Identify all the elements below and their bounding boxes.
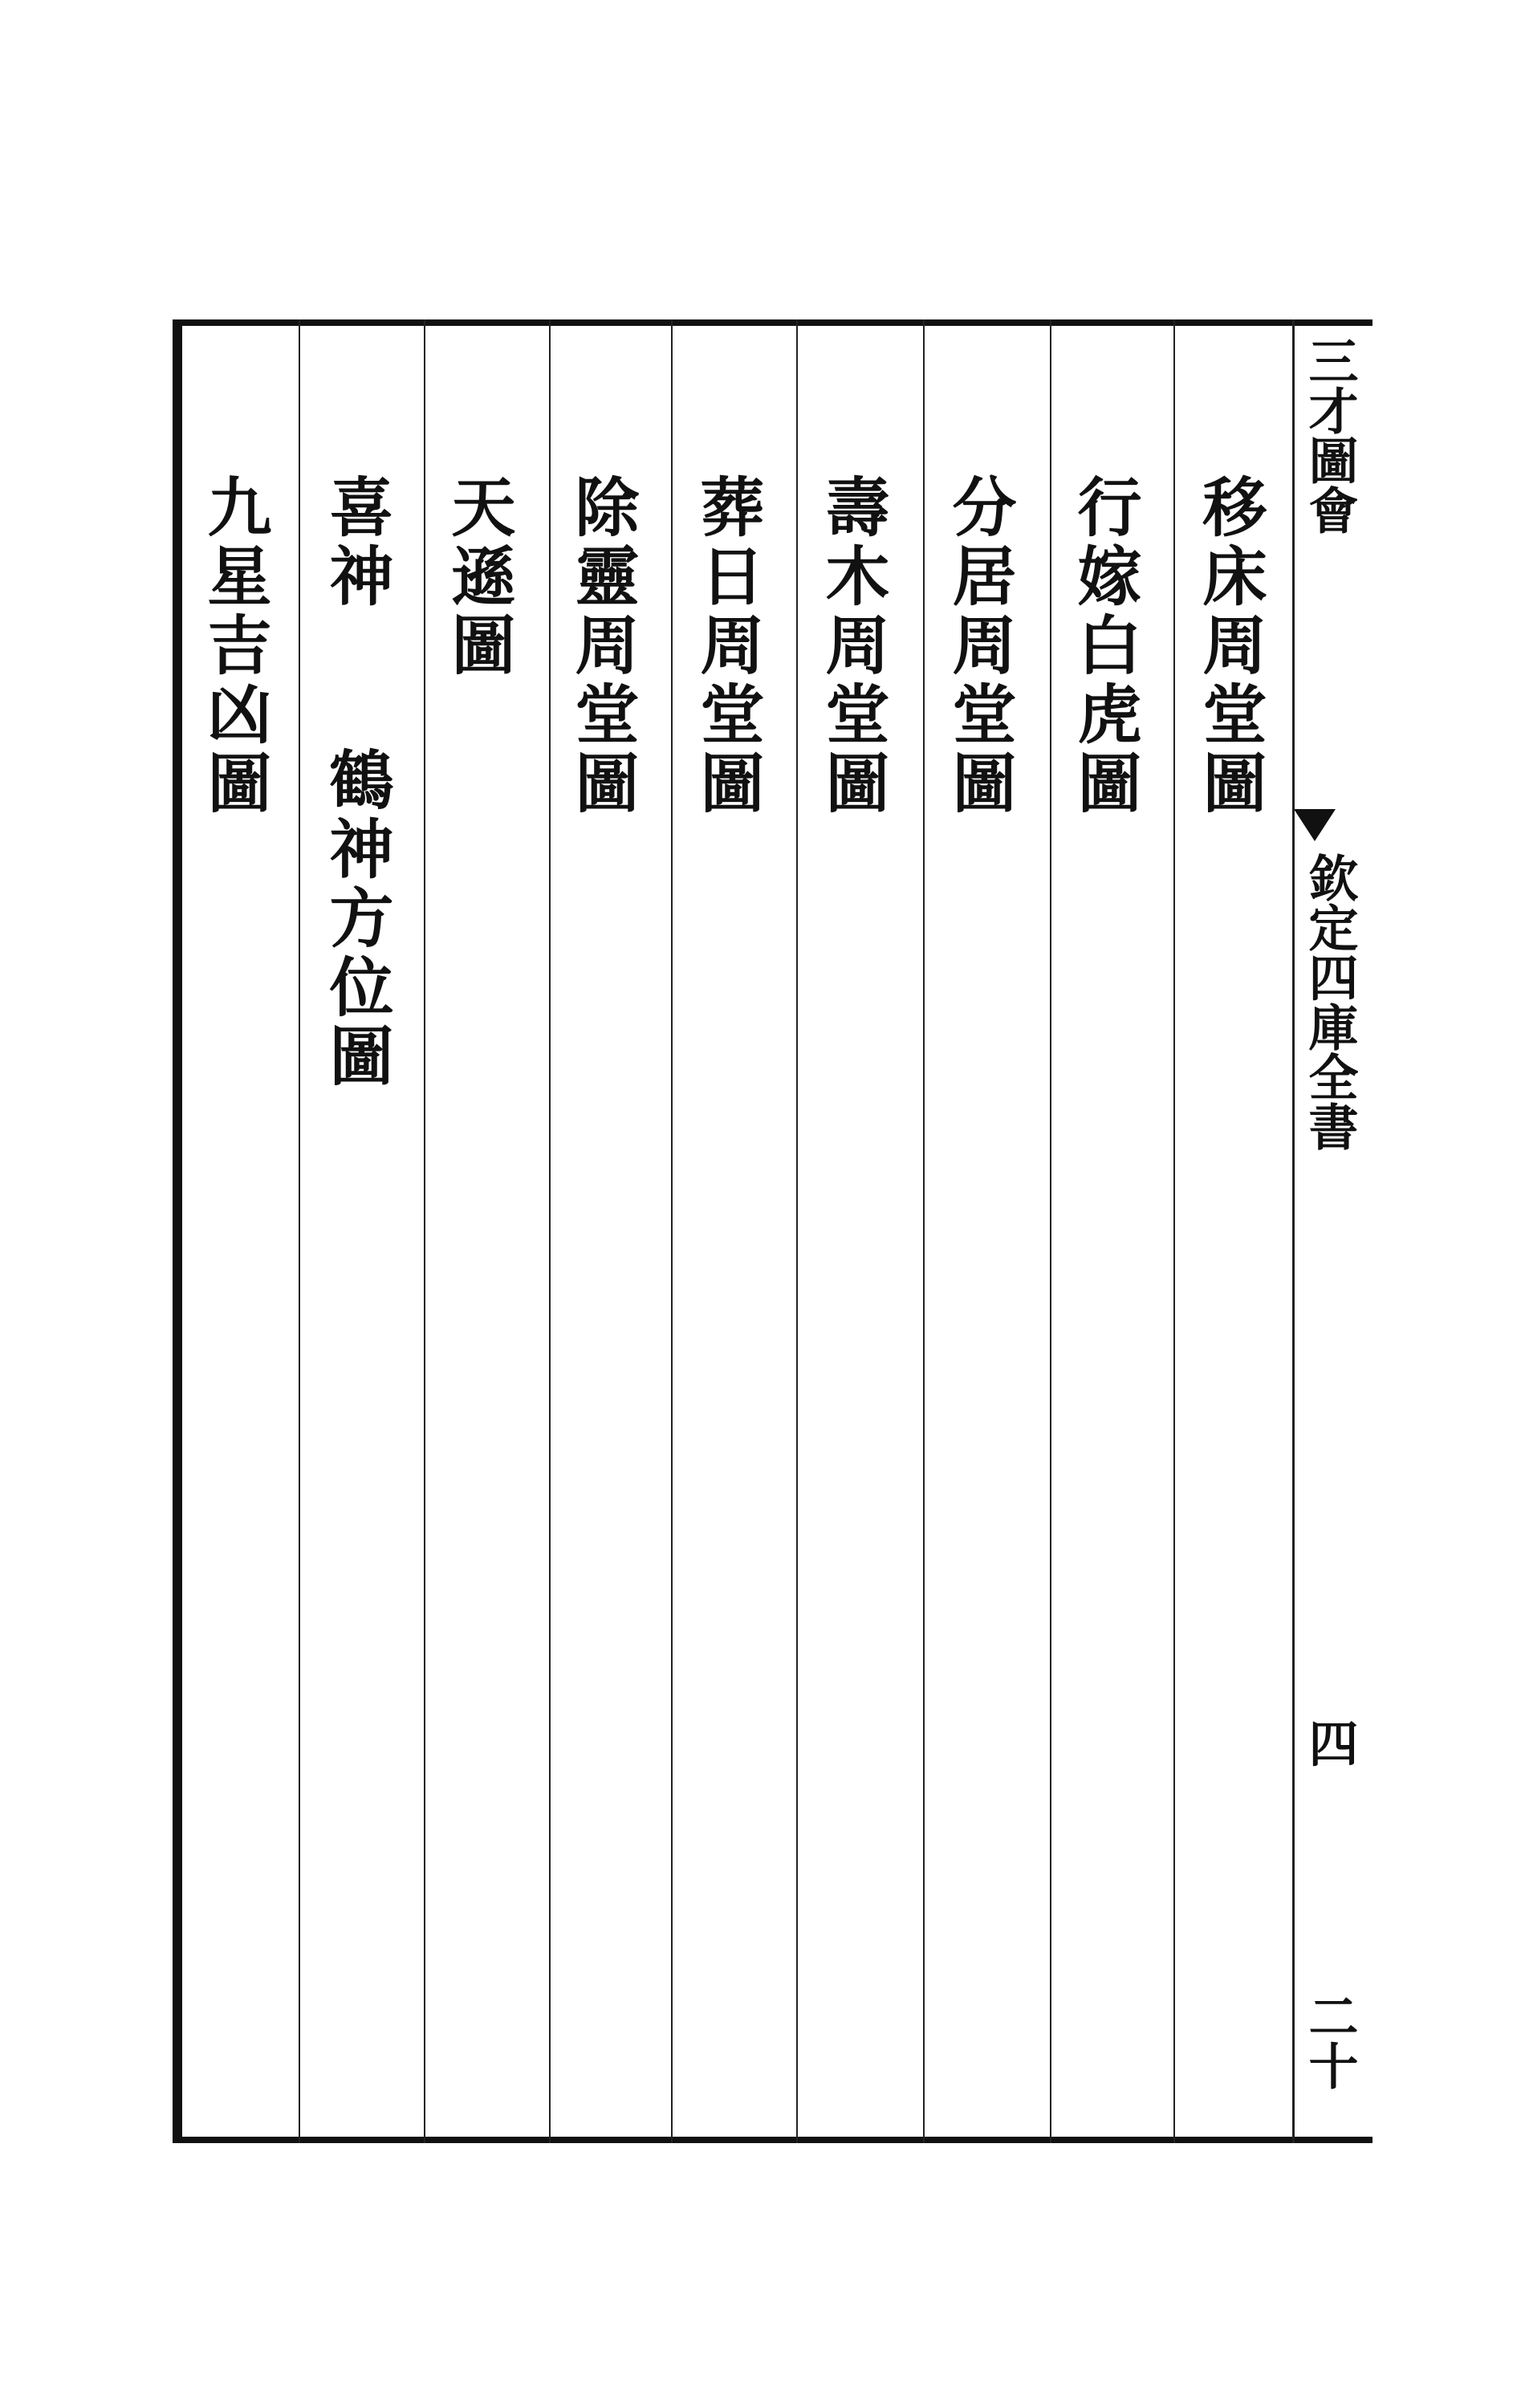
- toc-entry: 壽木周堂圖: [815, 474, 890, 819]
- margin-juan-number: 四: [1300, 1718, 1359, 1767]
- toc-entry: 分居周堂圖: [941, 474, 1017, 819]
- margin-book-title: 三才圖會: [1300, 336, 1359, 535]
- toc-entry: 天遜圖: [441, 474, 516, 681]
- column-rule: [671, 319, 673, 2143]
- toc-entry: 除靈周堂圖: [564, 474, 640, 819]
- column-rule: [1173, 319, 1175, 2143]
- fish-tail-mark: [1294, 809, 1336, 841]
- toc-entry: 行嫁白虎圖: [1067, 474, 1142, 819]
- column-rule: [424, 319, 425, 2143]
- toc-entry: 九星吉凶圖: [197, 474, 272, 819]
- toc-entry: 移床周堂圖: [1192, 474, 1267, 819]
- margin-catalog-title: 欽定四庫全書: [1300, 852, 1359, 1151]
- toc-entry: 葬日周堂圖: [689, 474, 765, 819]
- toc-entry-secondary: 鶴神方位圖: [319, 746, 394, 1092]
- column-rule: [796, 319, 798, 2143]
- margin-page-number: 二十: [1300, 1991, 1359, 2090]
- column-rule: [549, 319, 551, 2143]
- column-rule: [299, 319, 300, 2143]
- margin-rule: [1292, 319, 1295, 2143]
- column-rule: [923, 319, 925, 2143]
- column-rule: [1050, 319, 1051, 2143]
- toc-entry: 喜神: [319, 474, 394, 612]
